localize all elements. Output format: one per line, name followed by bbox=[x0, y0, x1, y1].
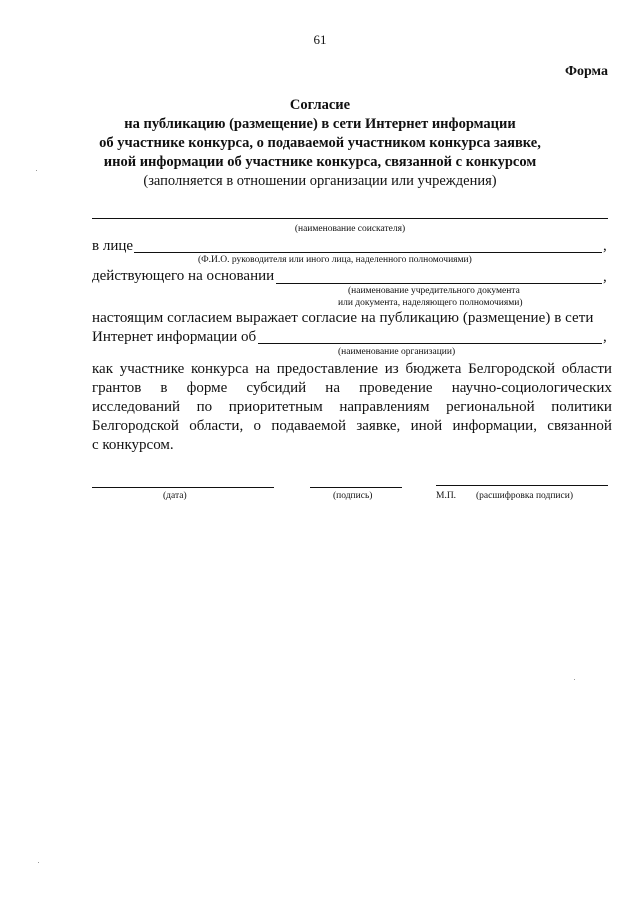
basis-caption-2: или документа, наделяющего полномочиями) bbox=[338, 298, 523, 308]
decode-line bbox=[436, 485, 608, 486]
word: предоставление bbox=[276, 361, 379, 377]
word: бюджета bbox=[405, 361, 462, 377]
word: научно-социологических bbox=[451, 380, 612, 396]
word: региональной bbox=[446, 399, 535, 415]
word: направлениям bbox=[339, 399, 430, 415]
word: иной bbox=[410, 418, 443, 434]
word: проведение bbox=[359, 380, 433, 396]
title-line-4: иной информации об участнике конкурса, связанной с конкурсом bbox=[103, 154, 537, 170]
applicant-name-line bbox=[92, 218, 608, 219]
scan-speck bbox=[36, 170, 37, 171]
form-label: Форма bbox=[564, 64, 608, 79]
organization-line bbox=[258, 343, 602, 344]
word: участнике bbox=[119, 361, 185, 377]
basis-document-line bbox=[276, 283, 602, 284]
word: подаваемой bbox=[271, 418, 346, 434]
paragraph-line-3 bbox=[92, 399, 612, 416]
title-line-3: об участнике конкурса, о подаваемой участником конкурса заявке, bbox=[99, 135, 541, 151]
word: заявке, bbox=[356, 418, 401, 434]
decode-caption: (расшифровка подписи) bbox=[476, 491, 573, 501]
comma-2: , bbox=[603, 269, 607, 285]
title-line-2: на публикацию (размещение) в сети Интернет информации bbox=[124, 116, 516, 132]
basis-label: действующего на основании bbox=[92, 268, 275, 284]
paragraph-line-2 bbox=[92, 380, 612, 397]
consent-text-1: настоящим согласием выражает согласие на публикацию (размещение) в сети bbox=[92, 310, 594, 326]
comma-3: , bbox=[603, 329, 607, 345]
word: на bbox=[325, 380, 340, 396]
word: грантов bbox=[92, 380, 142, 396]
word: как bbox=[92, 361, 114, 377]
title-note: (заполняется в отношении организации или учреждения) bbox=[143, 173, 497, 189]
in-person-label: в лице bbox=[92, 238, 134, 254]
consent-line-1 bbox=[92, 310, 612, 327]
word: форме bbox=[186, 380, 228, 396]
signature-line bbox=[310, 487, 402, 488]
person-caption: (Ф.И.О. руководителя или иного лица, наделенного полномочиями) bbox=[198, 255, 472, 265]
scan-speck bbox=[574, 679, 575, 680]
word: области, bbox=[189, 418, 244, 434]
basis-caption-1: (наименование учредительного документа bbox=[348, 286, 520, 296]
signature-caption: (подпись) bbox=[333, 491, 373, 501]
person-name-line bbox=[134, 252, 602, 253]
word: Белгородской bbox=[468, 361, 556, 377]
word: в bbox=[160, 380, 168, 396]
word: политики bbox=[551, 399, 612, 415]
word: области bbox=[561, 361, 612, 377]
word: по bbox=[196, 399, 213, 415]
date-line bbox=[92, 487, 274, 488]
word: информации, bbox=[452, 418, 537, 434]
word: связанной bbox=[547, 418, 612, 434]
word: приоритетным bbox=[228, 399, 323, 415]
comma-1: , bbox=[603, 238, 607, 254]
word: субсидий bbox=[246, 380, 307, 396]
word: Белгородской bbox=[92, 418, 179, 434]
scan-speck bbox=[38, 862, 39, 863]
document-title bbox=[0, 96, 640, 191]
paragraph-line-5: с конкурсом. bbox=[92, 437, 174, 453]
organization-caption: (наименование организации) bbox=[338, 347, 456, 357]
word: из bbox=[384, 361, 399, 377]
paragraph-line-4 bbox=[92, 418, 612, 435]
stamp-label: М.П. bbox=[436, 491, 457, 501]
date-caption: (дата) bbox=[163, 491, 187, 501]
word: на bbox=[255, 361, 271, 377]
consent-line-2: Интернет информации об bbox=[92, 329, 257, 345]
word: исследований bbox=[92, 399, 181, 415]
applicant-caption: (наименование соискателя) bbox=[294, 224, 406, 234]
page-number: 61 bbox=[313, 32, 327, 47]
paragraph-line-1 bbox=[92, 361, 612, 378]
word: конкурса bbox=[191, 361, 249, 377]
word: о bbox=[253, 418, 262, 434]
title-line-1: Согласие bbox=[289, 97, 351, 113]
